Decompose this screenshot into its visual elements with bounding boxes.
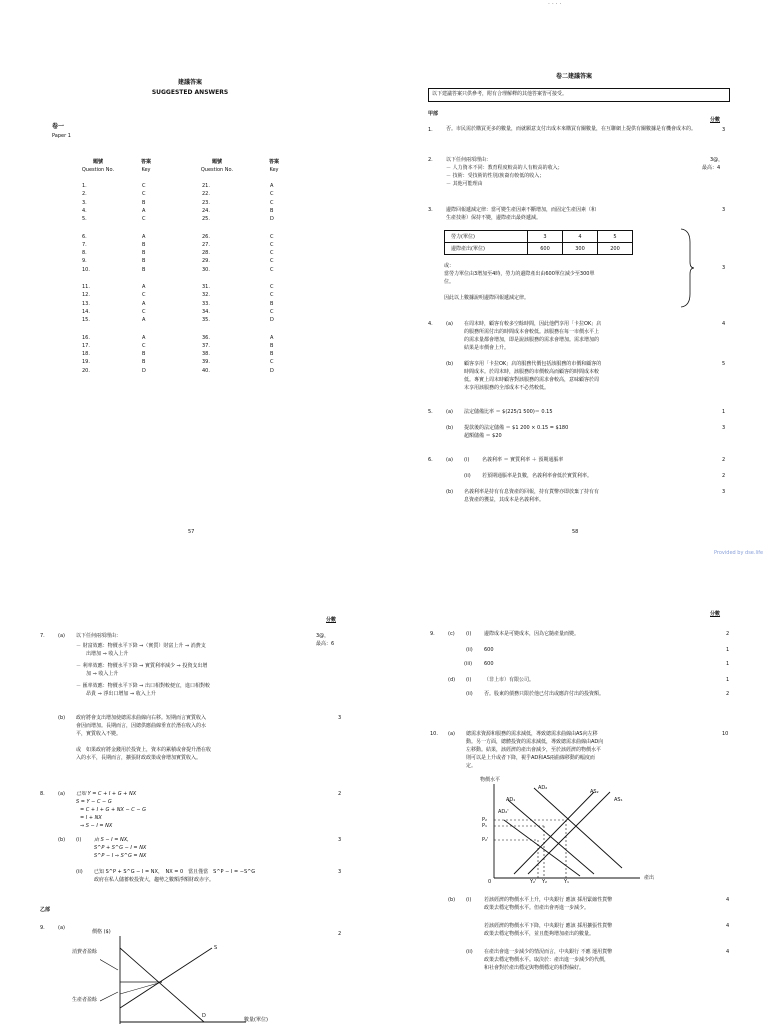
q8a-line1: 已知 Y = C + I + G + NX (76, 791, 137, 797)
q9cii-mark: 1 (726, 647, 730, 653)
answer-key: A (142, 284, 146, 290)
q5-number: 5. (428, 409, 433, 415)
q1-text: 否。市民需於購買更多的數量，而就願意支付出成本來購買有關數量，在互聯網上提供有關數據是有機會成本的。 (446, 126, 697, 132)
q4b-line4: 末享用該服務的全部成本不必然較低。 (464, 385, 550, 391)
q5a-part: (a) (446, 409, 453, 415)
q9ci-text: 邊際成本是可變成本，因為它隨產量而變。 (484, 631, 580, 637)
q10a-line2: 動。另一方面，總體投資的需求減低，導致總需求曲線由AD向 (466, 739, 604, 745)
q3b-mark: 3 (722, 265, 726, 271)
question-number: 12. (82, 292, 90, 299)
page-60 (384, 540, 768, 1024)
q9ci-mark: 2 (726, 631, 730, 637)
q9-number: 9. (40, 925, 45, 931)
y1-label: Y₁ (564, 879, 570, 885)
question-number: 25. (202, 216, 210, 223)
q7a-part: (a) (58, 633, 65, 639)
answer-key: D (270, 216, 274, 223)
q6ai-mark: 2 (722, 457, 726, 463)
q7b-mark: 3 (338, 715, 342, 721)
answer-key: C (142, 342, 146, 349)
q9cii-text: 600 (484, 647, 494, 653)
q10bi-line1: 若該經濟的物價水平上升，中央銀行 應該 採用緊縮性貨幣 (484, 897, 613, 903)
q4b-line1: 顧客享用「卡拉OK」店的服務代價包括該服務的市價和顧客的 (464, 361, 602, 367)
question-number: 17. (82, 342, 90, 349)
q5a-text: 法定儲備比率 ＝ $(225/1 500)＝ 0.15 (464, 409, 553, 415)
q2-line2: － 人力資本不同：教育程度較高的人有較高的收入； (446, 165, 563, 171)
q6aii-sub: (ii) (464, 473, 471, 479)
q9a-mark: 2 (338, 931, 342, 937)
question-number: 37. (202, 342, 210, 349)
q10bi2-line1: 若該經濟的物價水平下降，中央銀行 應該 採用擴張性貨幣 (484, 923, 613, 929)
answer-key: C (270, 250, 274, 257)
bracket (680, 228, 694, 308)
question-number: 13. (82, 300, 90, 307)
q10bi2-mark: 4 (726, 923, 730, 929)
col-k2-header: 答案 (268, 159, 279, 165)
question-number: 30. (202, 266, 210, 273)
question-number: 20. (82, 367, 90, 374)
page-58 (384, 0, 768, 556)
question-number: 3. (82, 199, 87, 206)
q9ciii-mark: 1 (726, 661, 730, 667)
marks-header: 分數 (326, 617, 337, 623)
demand-label: D (202, 1013, 206, 1019)
answer-key: C (270, 258, 274, 265)
q10b-part: (b) (448, 897, 456, 903)
q8-number: 8. (40, 791, 45, 797)
notice-text: 以下建議答案只供參考，附有合理解釋的其他答案皆可接受。 (432, 91, 568, 97)
q8bii-mark: 3 (338, 869, 342, 875)
q9ciii-sub: (iii) (464, 661, 473, 667)
q7a-mark-max: 最高：6 (316, 641, 335, 647)
table-cell: 4 (563, 231, 598, 243)
q4b-line2: 時間成本。於周末時，該服務的市價較高而顧客的時間成本較 (464, 369, 600, 375)
q2-line1: 以下任何兩項理由： (446, 157, 492, 163)
q6b-line1: 名義利率是持有有息資產的回報，持有貨幣亦即放棄了持有有 (464, 489, 600, 495)
col-k-header: 答案 (140, 159, 151, 165)
answer-key: C (270, 191, 274, 198)
q7-number: 7. (40, 633, 45, 639)
answer-key: B (142, 250, 146, 257)
q4a-line2: 的服務所需付出的時間成本會較低。該服務在每一市價水平上 (464, 329, 600, 335)
q3-line2: 生產技術）保持不變，邊際產出最終遞減。 (446, 215, 542, 221)
consumer-surplus-label: 消費者盈餘 (72, 949, 98, 955)
q8bi-sub: (i) (76, 837, 82, 843)
q3b-line2: 當勞力單位由3增加至4時，勞力的邊際產出由600單位減少至300單 (444, 271, 595, 277)
q2-mark: 3@， (710, 157, 724, 163)
answer-key: A (270, 183, 274, 189)
question-number: 22. (202, 191, 210, 198)
q9d-part: (d) (448, 677, 456, 683)
question-number: 33. (202, 300, 210, 307)
q4b-part: (b) (446, 361, 454, 367)
question-number: 11. (82, 284, 90, 290)
question-number: 9. (82, 258, 87, 265)
q10a-line1: 總需求資源和服務的需求減低，導致總需求曲線由AS向左移 (466, 731, 598, 737)
scan-header-noise: · · · · (548, 1, 562, 8)
p1-label: P₁ (482, 823, 488, 829)
marks-header: 分數 (710, 117, 721, 123)
q10bii-sub: (ii) (466, 949, 473, 955)
q3-number: 3. (428, 207, 433, 213)
question-number: 27. (202, 241, 210, 248)
q6-number: 6. (428, 457, 433, 463)
q7b-line3: 平，實質收入不變。 (76, 731, 122, 737)
answers-title-cn: 建議答案 (177, 79, 202, 86)
q8a-line3: = C + I + G + NX − C − G (80, 807, 146, 813)
q7a-b3a: － 匯率效應：物價水平下降 ⇒ 出口相對較便宜，進口相對較 (76, 683, 210, 689)
table-cell: 5 (598, 231, 633, 243)
y2p-label: Y₂' (530, 879, 537, 885)
q9di-sub: (i) (466, 677, 472, 683)
answer-key: C (270, 292, 274, 299)
p2-label: P₂ (482, 817, 488, 823)
col-q2-header-en: Question No. (200, 167, 234, 173)
q8bi-line1: 由 S − I = NX, (94, 837, 129, 843)
answer-key: B (270, 342, 274, 349)
page-57 (0, 0, 384, 540)
q7b-line1: 政府將會支出增加使總需求曲線向右移。短期而言實質收入 (76, 715, 207, 721)
q8a-part: (a) (58, 791, 65, 797)
page-number: 57 (188, 529, 195, 535)
q6b-mark: 3 (722, 489, 726, 495)
question-number: 34. (202, 308, 210, 315)
supply-label: S (214, 945, 218, 951)
q7a-b3b: 昂貴 ⇒ 淨出口增加 ⇒ 收入上升 (86, 691, 156, 697)
answer-key: C (142, 292, 146, 299)
answer-key: B (142, 266, 146, 273)
q7b-part: (b) (58, 715, 66, 721)
question-number: 40. (202, 367, 210, 374)
question-number: 24. (202, 207, 210, 214)
ad2-label: AD₂ (538, 785, 548, 791)
question-number: 21. (202, 183, 210, 189)
question-number: 26. (202, 233, 210, 240)
q5b-line2: 超額儲備 ＝ $20 (464, 433, 502, 439)
q5b-part: (b) (446, 425, 454, 431)
q4a-line4: 結果是市價會上升。 (464, 345, 510, 351)
question-number: 36. (202, 334, 210, 341)
question-number: 14. (82, 308, 90, 315)
answer-key: C (270, 308, 274, 315)
q5b-mark: 3 (722, 425, 726, 431)
q10a-line3: 左移動。結果，該經濟的產出會減少，至於該經濟的物價水平 (466, 747, 602, 753)
q10bii-mark: 4 (726, 949, 730, 955)
answer-key: B (142, 359, 146, 366)
q8bi-line2: S^P + S^G − I = NX (94, 845, 147, 851)
q9ciii-text: 600 (484, 661, 494, 667)
question-number: 32. (202, 292, 210, 299)
question-number: 23. (202, 199, 210, 206)
paper-label-en: Paper 1 (52, 133, 71, 139)
q6ai-sub: (i) (464, 457, 470, 463)
answer-key: C (142, 216, 146, 223)
page-59 (0, 540, 384, 1024)
q7a-b2a: － 利率效應：物價水平下降 ⇒ 實質利率減少 ⇒ 投資支出增 (76, 663, 208, 669)
answer-key: A (142, 334, 146, 341)
q2-line3: － 技術：受技術的性別/族裔有較低的收入； (446, 173, 545, 179)
q4a-line1: 在周末時，顧客有較多空餘時間，因此他們享用「卡拉OK」店 (464, 321, 602, 327)
page-number: 58 (572, 529, 579, 535)
paper-label-cn: 卷一 (52, 123, 65, 130)
table-cell: 600 (528, 243, 563, 255)
marks-header: 分數 (710, 611, 721, 617)
q10a-mark: 10 (722, 731, 729, 737)
question-number: 7. (82, 241, 87, 248)
question-number: 28. (202, 250, 210, 257)
answer-key: A (142, 233, 146, 240)
q1-number: 1. (428, 127, 433, 133)
answer-key: C (270, 284, 274, 290)
q8bii-line2: 政府在私人儲蓄較投資大，趨勢之數額淨額財政赤字。 (94, 877, 215, 883)
question-number: 38. (202, 351, 210, 358)
q10bii-line1: 在產出會進一步減少的情況而言，中央銀行 不應 運用貨幣 (484, 949, 613, 955)
q10bi-mark: 4 (726, 897, 730, 903)
answer-key: D (142, 367, 146, 374)
p2p-label: P₂' (482, 837, 489, 843)
q8a-line5: ⇒ S − I = NX (80, 823, 113, 829)
q7a-b1b: 出增加 ⇒ 收入上升 (86, 651, 129, 657)
q7a-b2b: 加 ⇒ 收入上升 (86, 671, 119, 677)
q9cii-sub: (ii) (466, 647, 473, 653)
q7a-line1: 以下任何兩項理由： (76, 633, 122, 639)
q5b-line1: 提款後的法定儲備 ＝ $1 200 × 0.15 = $180 (464, 425, 569, 431)
q4-number: 4. (428, 321, 433, 327)
q4b-mark: 5 (722, 361, 726, 367)
question-number: 39. (202, 359, 210, 366)
answer-key: A (142, 207, 146, 214)
q9a-part: (a) (58, 925, 65, 931)
q6aii-text: 若預期通脹率是負數，名義利率會低於實質利率。 (482, 473, 593, 479)
q2-mark-max: 最高：4 (702, 165, 721, 171)
question-number: 15. (82, 317, 90, 324)
answer-key: C (142, 308, 146, 315)
answer-key: C (142, 183, 146, 189)
q2-line4: － 其他可能理由 (446, 181, 483, 187)
col-k2-header-en: Key (269, 167, 279, 173)
q7a-mark: 3@， (316, 633, 330, 639)
as1-label: AS₁ (614, 797, 623, 803)
q6a-part: (a) (446, 457, 453, 463)
answer-key: A (270, 334, 274, 341)
question-number: 1. (82, 183, 87, 189)
table-cell: 200 (598, 243, 633, 255)
provided-by: Provided by dse.life (714, 550, 764, 556)
q10a-line5: 定。 (466, 763, 477, 769)
answers-title-en: SUGGESTED ANSWERS (151, 89, 229, 96)
labour-table (444, 230, 633, 255)
q1-mark: 3 (722, 127, 726, 133)
q8a-line4: = I + NX (80, 815, 102, 821)
q6aii-mark: 2 (722, 473, 726, 479)
as2-label: AS₂ (590, 789, 599, 795)
question-number: 2. (82, 191, 87, 198)
answer-key: C (270, 359, 274, 366)
q4b-line3: 低。專實上周末時顧客對該服務的需求會較高，意味顧客於周 (464, 377, 600, 383)
producer-surplus-label: 生產者盈餘 (72, 997, 98, 1003)
diagram-xlabel: 產出 (644, 875, 655, 881)
table-cell: 勞力(單位) (445, 231, 528, 243)
y2-label: Y₂ (542, 879, 548, 885)
col-q-header: 題號 (92, 159, 103, 165)
ad1-label: AD₁ (506, 797, 516, 803)
answer-key: B (142, 199, 146, 206)
q10a-part: (a) (448, 731, 455, 737)
paper2-title: 卷二建議答案 (555, 73, 592, 80)
question-number: 5. (82, 216, 87, 223)
q8a-mark: 2 (338, 791, 342, 797)
q8a-line2: S = Y − C − G (76, 799, 112, 805)
q5a-mark: 1 (722, 409, 726, 415)
quantity-axis-label: 數量(單位) (244, 1017, 268, 1023)
q3b-line4: 因此以上數據說明邊際回報遞減定律。 (444, 295, 530, 301)
question-number: 18. (82, 351, 90, 358)
col-q-header-en: Question No. (81, 167, 115, 173)
question-number: 16. (82, 334, 90, 341)
question-number: 35. (202, 317, 210, 324)
q8bii-line1: 已知 S^P + S^G − I = NX， NX = 0 當且僅當 S^P − I = −S^G (94, 869, 256, 875)
section-a-label: 甲部 (428, 111, 439, 117)
q10bii-line2: 政策去穩定物價水平。取決於：產出進一步減少的代價， (484, 957, 610, 963)
ad2p-label: AD₂' (498, 809, 509, 815)
q8b-part: (b) (58, 837, 66, 843)
origin-label: 0 (488, 879, 492, 885)
q7b-line5: 入的水平，長期而言，擴張財政政策或會增加實質收入。 (76, 755, 202, 761)
surplus-diagram (100, 936, 250, 1024)
q9di-mark: 1 (726, 677, 730, 683)
q9dii-text: 否。股東的債務只限於他已付出或應許付出的投資額。 (484, 691, 605, 697)
table-cell: 3 (528, 231, 563, 243)
q2-number: 2. (428, 157, 433, 163)
table-cell: 300 (563, 243, 598, 255)
question-number: 10. (82, 266, 90, 273)
q6ai-text: 名義利率 ＝ 實質利率 ＋ 預期通脹率 (482, 457, 564, 463)
q6b-line2: 息資產的獲益，其成本是名義利率。 (464, 497, 545, 503)
q10a-line4: 則可以是上升或者下降，視乎AD和AS兩曲線移動的幅度而 (466, 755, 595, 761)
price-axis-label: 價格 ($) (92, 929, 111, 935)
answer-key: B (142, 351, 146, 358)
question-number: 31. (202, 284, 210, 290)
q8bi-line3: S^P − I ⇒ S^G = NX (94, 853, 147, 859)
question-number: 6. (82, 233, 87, 240)
q9dii-mark: 2 (726, 691, 730, 697)
q7b-line2: 會因而增加。長期而言，因總供應曲線垂直於潛在收入的水 (76, 723, 207, 729)
section-b-label: 乙部 (40, 907, 51, 913)
question-number: 19. (82, 359, 90, 366)
answer-key: B (142, 241, 146, 248)
q3-mark: 3 (722, 207, 726, 213)
answer-key: C (142, 191, 146, 198)
answer-key: C (270, 266, 274, 273)
col-k-header-en: Key (141, 167, 151, 173)
q9c-part: (c) (448, 631, 455, 637)
q3b-line1: 或： (444, 263, 455, 269)
answer-key: A (142, 317, 146, 324)
question-number: 8. (82, 250, 87, 257)
answer-key: C (270, 233, 274, 240)
q4a-mark: 4 (722, 321, 726, 327)
q9dii-sub: (ii) (466, 691, 473, 697)
q3b-line3: 位。 (444, 279, 455, 285)
q9di-text: （非上市）有限公司。 (484, 677, 535, 683)
q8bii-sub: (ii) (76, 869, 83, 875)
question-number: 4. (82, 207, 87, 214)
answer-key: D (270, 367, 274, 374)
answer-key: B (270, 300, 274, 307)
q10-number: 10. (430, 731, 438, 737)
col-q2-header: 題號 (211, 159, 222, 165)
answer-key: C (270, 199, 274, 206)
q10bi2-line2: 政策去穩定物價水平，並且能夠增加產出的數量。 (484, 931, 595, 937)
answer-key: C (270, 241, 274, 248)
answer-key: B (270, 207, 274, 214)
q4a-line3: 的需求量都會增加，即是說該服務的需求會增加。需求增加的 (464, 337, 600, 343)
q9ci-sub: (i) (466, 631, 472, 637)
q9-number: 9. (430, 631, 435, 637)
answer-key: D (270, 317, 274, 324)
answer-key: B (270, 351, 274, 358)
q4a-part: (a) (446, 321, 453, 327)
q7b-line4: 或 如果政府將金錢用於投資上，資本的累積或會提升潛在收 (76, 747, 212, 753)
diagram-ylabel: 物價水平 (480, 777, 501, 783)
q7a-b1a: － 財富效應：物價水平下降 ⇒（實質）財富上升 ⇒ 消費支 (76, 643, 206, 649)
answer-key: B (142, 258, 146, 265)
q6b-part: (b) (446, 489, 454, 495)
question-number: 29. (202, 258, 210, 265)
q3-line1: 邊際回報遞減定律：當可變生產因素不斷增加，而固定生產因素（和 (446, 207, 597, 213)
q8bi-mark: 3 (338, 837, 342, 843)
q10bi-line2: 政策去穩定物價水平。但產出會再進一步減少。 (484, 905, 590, 911)
answer-key: A (142, 300, 146, 307)
q10bii-line3: 和社會對於產出穩定與物價穩定的相對偏好。 (484, 965, 585, 971)
q10bi-sub: (i) (466, 897, 472, 903)
table-cell: 邊際產出(單位) (445, 243, 528, 255)
